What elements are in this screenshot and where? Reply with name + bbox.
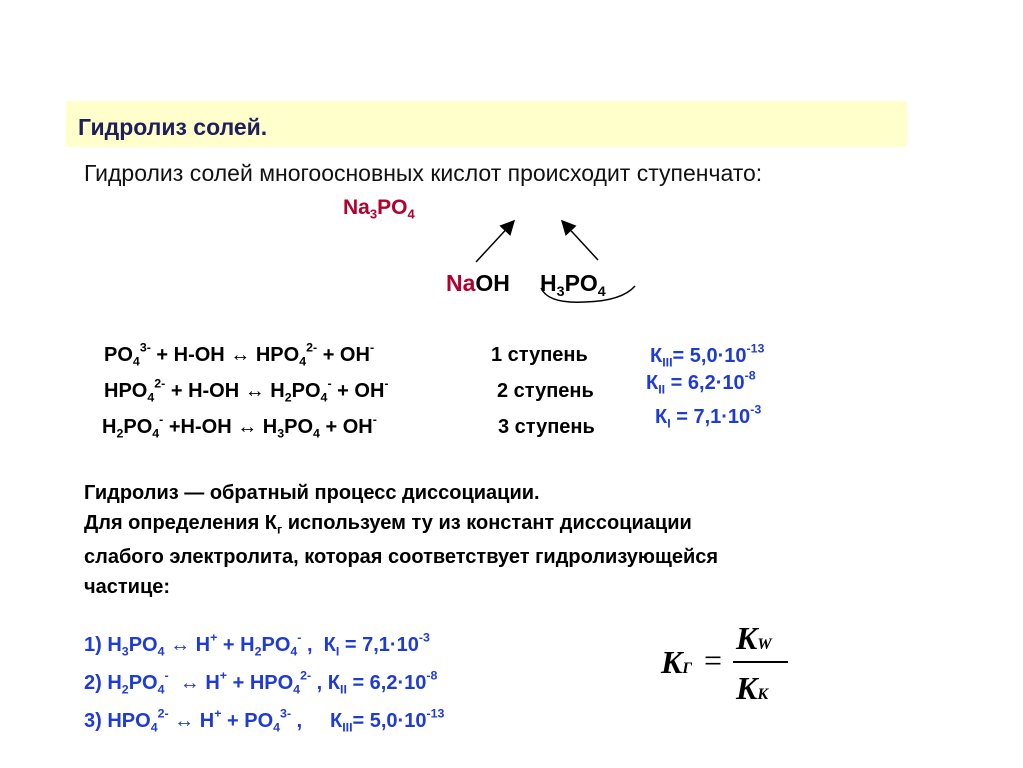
dissociation-1: 1) $H_3PO_4$ ↔ $H^+ + H_2PO_4^-$ , $К_I = 7,1\cdot 10^{-3}$ — [84, 630, 430, 659]
formula-denominator: KК — [736, 670, 769, 706]
step-3-equation: $H_2PO_4^- +H-OH$ ↔ $H_3PO_4 + OH^-$ — [102, 412, 377, 441]
arrow-from-acid — [563, 222, 598, 260]
hydrolysis-constant-formula — [661, 620, 801, 710]
formula-numerator: KW — [736, 620, 772, 656]
dissociation-3: 3) $HPO_4^{2-}$ ↔ $H^+ + PO_4^{3-}$ , $К_{III}= 5,0\cdot 10^{-13}$ — [84, 706, 445, 735]
paragraph-line-1: Гидролиз — обратный процесс диссоциации. — [84, 482, 540, 504]
paragraph-line-2: Для определения $К_г$ используем ту из констант диссоциации — [84, 512, 692, 537]
step-1-equation: $PO_4^{3-} + H-OH$ ↔ $HPO_4^{2-} + OH^-$ — [104, 340, 375, 369]
step-1-label: 1 ступень — [491, 344, 588, 366]
constant-k3: $К_{III}= 5,0\cdot 10^{-13}$ — [650, 341, 765, 370]
step-2-equation: $HPO_4^{2-} + H-OH$ ↔ $H_2PO_4^- + OH^-$ — [104, 376, 389, 405]
acid-formula: $H_3PO_4$ — [540, 270, 606, 300]
constant-k1: $К_I = 7,1\cdot 10^{-3}$ — [655, 402, 762, 431]
slide-title: Гидролиз солей. — [78, 114, 268, 140]
dissociation-2: 2) $H_2PO_4^-$ ↔ $H^+ + HPO_4^{2-}$ , $К_{II} = 6,2\cdot 10^{-8}$ — [84, 668, 438, 697]
constant-k2: $К_{II} = 6,2\cdot 10^{-8}$ — [646, 368, 756, 397]
fraction-bar — [733, 661, 788, 663]
salt-formula: $Na_3PO_4$ — [343, 196, 415, 222]
step-2-label: 2 ступень — [497, 380, 594, 402]
base-cation: Na — [446, 270, 476, 296]
paragraph-line-4: частице: — [84, 576, 171, 598]
paragraph-line-3: слабого электролита, которая соответствует гидролизующейся — [84, 546, 719, 568]
arrow-from-base — [476, 222, 513, 262]
step-3-label: 3 ступень — [498, 416, 595, 438]
slide-subtitle: Гидролиз солей многоосновных кислот происходит ступенчато: — [84, 160, 763, 186]
formula-lhs: KГ — [661, 644, 693, 680]
base-anion: OH — [475, 270, 510, 296]
formula-equals: = — [704, 642, 723, 678]
weak-acid-arc — [541, 286, 635, 302]
